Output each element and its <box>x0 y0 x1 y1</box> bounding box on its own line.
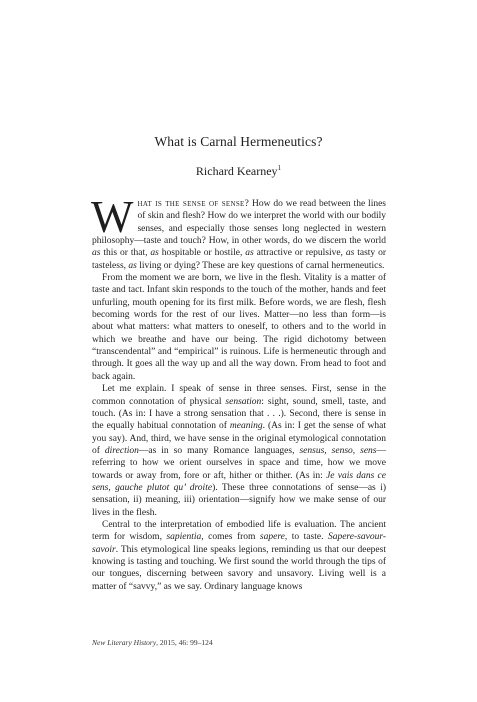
paragraph-text: How do we read between the lines of skin and flesh? How do we interpret the world with our bodily senses, and especially those senses long neglected in western philosophy—taste and touch? How, in other words, do we discern the world <box>92 199 387 247</box>
paragraph-text: ). These three connotations of sense—as i) sensation, ii) meaning, iii) orientation—signify how we make sense of our lives in the flesh. <box>92 482 386 518</box>
paragraph-text: —referring to how we orient ourselves in space and time, how we move towards or away from, fore or aft, hither or thither. (As in: <box>92 445 386 481</box>
drop-cap: W <box>91 192 134 242</box>
paragraph-text: Let me explain. I speak of sense in three senses. First, sense in the common connotation of physical <box>92 384 386 407</box>
paragraph-text: tasty or tasteless, <box>92 248 387 271</box>
italic-term: as <box>345 248 355 259</box>
italic-term: sapientia <box>166 532 202 543</box>
paragraph-text: , comes from <box>201 532 260 543</box>
italic-term: meaning <box>229 421 263 432</box>
italic-term: direction <box>104 445 139 456</box>
paragraph-text: —as in so many Romance languages, <box>138 445 300 456</box>
paragraph-text: living or dying? These are key questions of carnal hermeneutics. <box>136 260 385 271</box>
page-footer <box>92 638 213 647</box>
paragraph-text: : sight, sound, smell, taste, and touch. (As in: I have a strong sensation that . . .). Second, there is sense in the equally habitual connotation of <box>92 396 386 432</box>
paragraph-text: . This etymological line speaks legions, reminding us that our deepest knowing is tasting and touching. We first sound the world through the tips of our tongues, discerning between savory and unsavory. Living well is a matter of “savvy,” as we say. Ordinary language knows <box>92 544 386 592</box>
paragraph-1 <box>91 192 387 272</box>
opening-phrase: hat is the sense of sense? <box>137 199 250 209</box>
journal-name: New Literary History <box>92 638 157 647</box>
paragraph-text: this or that, <box>100 248 151 259</box>
journal-citation: , 2015, 46: 99–124 <box>156 638 213 647</box>
paragraph-3 <box>92 383 386 519</box>
italic-quote: Je vais dans ce sens, gauche plutot qu’ droite <box>92 470 386 493</box>
article-body <box>91 192 387 593</box>
article-author <box>0 164 477 179</box>
paragraph-text: attractive or repulsive, <box>253 248 346 259</box>
article-title: What is Carnal Hermeneutics? <box>154 134 323 149</box>
paragraph-4 <box>92 519 386 593</box>
paragraph-text: , to taste. <box>284 532 328 543</box>
italic-term: as <box>128 260 137 271</box>
italic-term: as <box>245 248 254 259</box>
italic-term: Sapere-savour-savoir <box>92 532 386 555</box>
italic-term: as <box>92 248 101 259</box>
italic-term: sensation <box>225 396 262 407</box>
paragraph-text: . (As in: I get the sense of what you say). And, third, we have sense in the original etymological connotation of <box>92 421 386 456</box>
author-footnote-marker: 1 <box>277 164 282 172</box>
author-name: Richard Kearney <box>195 164 278 178</box>
paragraph-text: hospitable or hostile, <box>158 248 246 259</box>
paragraph-2: From the moment we are born, we live in the flesh. Vitality is a matter of taste and tact. Infant skin responds to the touch of the mother, hands and feet unfurling, mouth opening for its first milk. Before words, we are flesh, flesh becoming words for the rest of our lives. Matter—no less than form—is about what matters: what matters to oneself, to others and to the world in which we breathe and have our being. The rigid dichotomy between “transcendental” and “empirical” is ruinous. Life is hermeneutic through and through. It goes all the way up and all the way down. From head to foot and back again. <box>92 273 386 382</box>
italic-term: as <box>150 248 159 259</box>
italic-term: sensus, senso, sens <box>299 445 377 456</box>
paragraph-text: Central to the interpretation of embodied life is evaluation. The ancient term for wisdom, <box>92 519 386 543</box>
italic-term: sapere <box>259 532 285 543</box>
